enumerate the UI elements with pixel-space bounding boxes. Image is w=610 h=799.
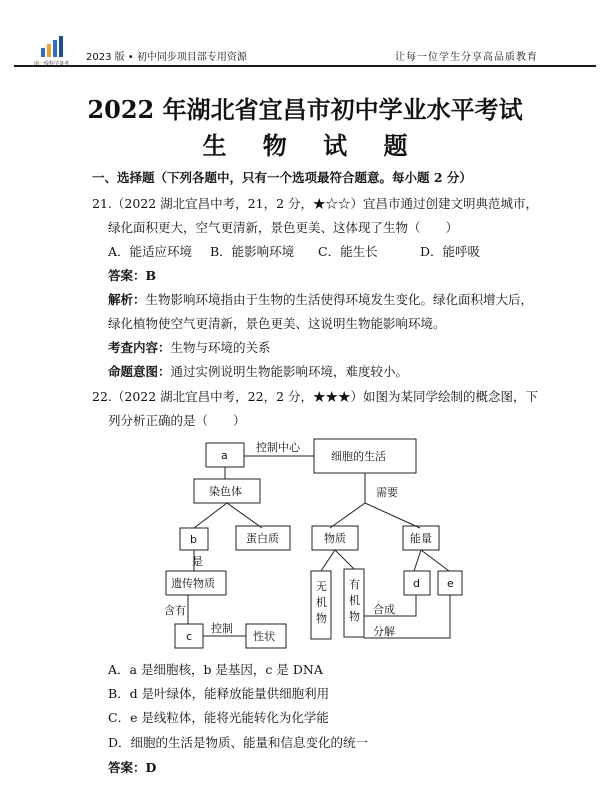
- diagram-text-organic-3: 物: [349, 610, 360, 623]
- diagram-text-a: a: [221, 449, 228, 462]
- diagram-text-organic-1: 有: [349, 578, 360, 591]
- diagram-text-trait: 性状: [253, 630, 275, 643]
- diagram-text-is: 是: [192, 555, 203, 568]
- q21-intent-label: 命题意图：: [108, 364, 171, 379]
- q21-answer-value: B: [145, 268, 157, 283]
- q22-option-b: B．d 是叶绿体，能释放能量供细胞利用: [108, 686, 330, 701]
- q22-option-c: C．e 是线粒体，能将光能转化为化学能: [108, 710, 329, 725]
- q21-content-text: 生物与环境的关系: [170, 340, 271, 355]
- diagram-text-c: c: [186, 630, 193, 643]
- diagram-text-e: e: [447, 577, 454, 590]
- diagram-text-b: b: [190, 533, 197, 546]
- q21-analysis-line2: 绿化植物使空气更清新，景色更美、这说明生物能影响环境。: [108, 316, 446, 331]
- q21-content-label: 考查内容：: [108, 340, 171, 355]
- q22-stem-line1: 22.（2022 湖北宜昌中考，22，2 分，★★★）如图为某同学绘制的概念图，下: [92, 389, 538, 404]
- diagram-text-energy: 能量: [410, 532, 432, 545]
- diagram-text-decomposition: 分解: [373, 625, 395, 638]
- page-subtitle: 生 物 试 题: [202, 131, 422, 160]
- page-title: 2022 年湖北省宜昌市初中学业水平考试: [87, 95, 523, 124]
- q22-answer: [108, 760, 156, 776]
- diagram-text-control-center: 控制中心: [256, 441, 300, 454]
- q21-option-b: B．能影响环境: [210, 244, 295, 259]
- q21-option-c: C．能生长: [318, 244, 378, 259]
- diagram-text-protein: 蛋白质: [246, 532, 279, 545]
- q22-option-d: D．细胞的生活是物质、能量和信息变化的统一: [108, 735, 369, 750]
- q21-option-a: A．能适应环境: [108, 244, 193, 259]
- diagram-text-genetic-material: 遗传物质: [171, 577, 215, 590]
- q22-answer-value: D: [145, 760, 157, 775]
- diagram-text-synthesis: 合成: [373, 603, 395, 616]
- q22-answer-label: 答案：: [108, 760, 146, 775]
- diagram-text-chromosome: 染色体: [209, 485, 242, 498]
- diagram-text-inorganic-2: 机: [316, 596, 327, 609]
- diagram-text-cell-life: 细胞的生活: [331, 450, 386, 463]
- diagram-text-inorganic-1: 无: [316, 580, 327, 593]
- diagram-text-substance: 物质: [324, 532, 346, 545]
- header-right-text: 让每一位学生分享高品质教育: [395, 52, 538, 63]
- q21-analysis-label: 解析：: [108, 292, 146, 307]
- q21-answer-label: 答案：: [108, 268, 146, 283]
- q21-option-d: D．能呼吸: [420, 244, 481, 259]
- diagram-text-need: 需要: [376, 486, 398, 499]
- logo-text: 南一线科学备考: [34, 61, 70, 67]
- diagram-text-contains: 含有: [164, 604, 186, 617]
- q21-intent-text: 通过实例说明生物能影响环境，难度较小。: [170, 364, 409, 379]
- header-left-text: 2023 版 • 初中同步项目部专用资源: [86, 52, 247, 63]
- diagram-text-control: 控制: [211, 622, 233, 635]
- q21-analysis-text1: 生物影响环境指由于生物的生活使得环境发生变化。绿化面积增大后，: [145, 292, 534, 307]
- diagram-text-d: d: [413, 577, 420, 590]
- diagram-text-organic-2: 机: [349, 594, 360, 607]
- q21-stem-line1: 21.（2022 湖北宜昌中考，21，2 分，★☆☆）宜昌市通过创建文明典范城市，: [92, 196, 538, 211]
- section-heading: 一、选择题（下列各题中，只有一个选项最符合题意。每小题 2 分）: [92, 170, 472, 185]
- q22-stem-line2: 列分析正确的是（ ）: [108, 413, 246, 428]
- q21-stem-line2: 绿化面积更大，空气更清新，景色更美、这体现了生物（ ）: [108, 220, 459, 235]
- q22-option-a: A．a 是细胞核，b 是基因，c 是 DNA: [108, 662, 323, 677]
- diagram-text-inorganic-3: 物: [316, 612, 327, 625]
